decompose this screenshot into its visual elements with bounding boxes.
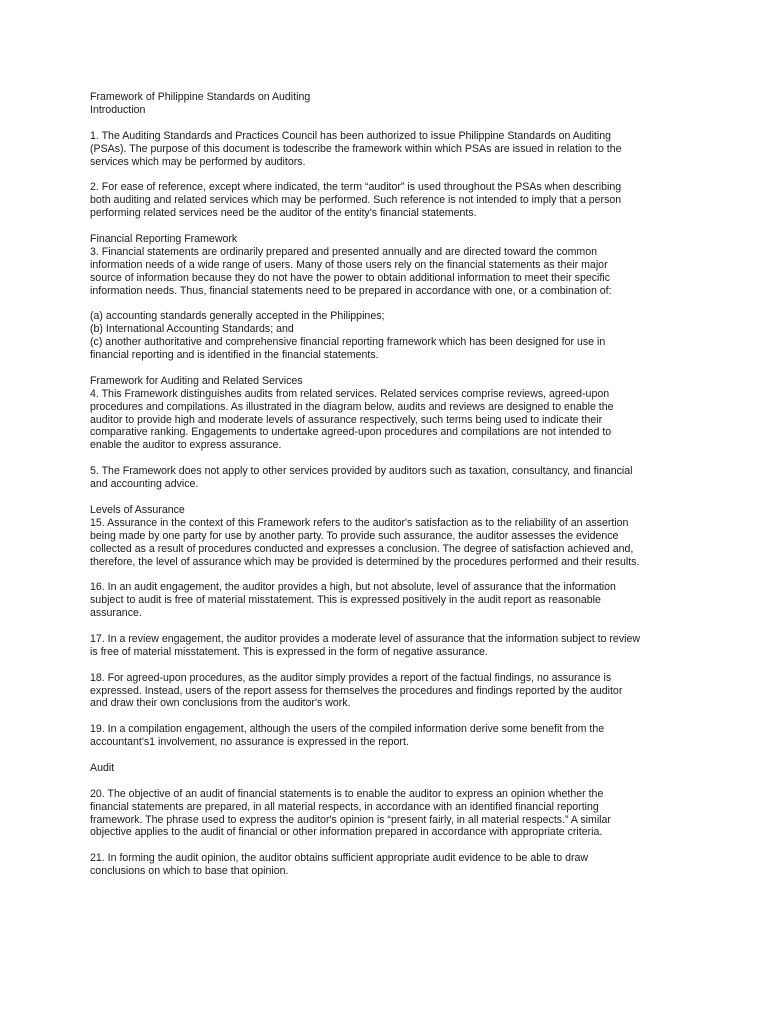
paragraph-19 — [90, 723, 680, 749]
text-line: enable the auditor to express assurance. — [90, 439, 282, 452]
text-line: information needs of a wide range of users. Many of those users rely on the financial statements as their major — [90, 258, 608, 271]
text-line: performing related services need be the auditor of the entity's financial statements. — [90, 207, 477, 220]
section-framework-for-auditing — [90, 375, 680, 452]
framework-list — [90, 310, 680, 362]
text-line: being made by one party for use by another party. To provide such assurance, the auditor assesses the evidence — [90, 529, 619, 542]
list-item: (c) another authoritative and comprehensive financial reporting framework which has been designed for use in — [90, 336, 606, 349]
text-line: 15. Assurance in the context of this Framework refers to the auditor's satisfaction as to the reliability of an assertion — [90, 516, 629, 529]
text-line: objective applies to the audit of financial or other information prepared in accordance with appropriate criteria. — [90, 826, 603, 839]
text-line: is free of material misstatement. This is expressed in the form of negative assurance. — [90, 645, 488, 658]
text-line: subject to audit is free of material misstatement. This is expressed positively in the audit report as reasonable — [90, 594, 601, 607]
document-page — [90, 91, 680, 891]
list-item: (b) International Accounting Standards; and — [90, 323, 294, 336]
text-line: comparative ranking. Engagements to undertake agreed-upon procedures and compilations are not intended to — [90, 426, 612, 439]
text-line: 19. In a compilation engagement, although the users of the compiled information derive some benefit from the — [90, 723, 605, 736]
text-line: framework. The phrase used to express the auditor's opinion is “present fairly, in all material respects.” A similar — [90, 813, 611, 826]
text-line: assurance. — [90, 607, 142, 620]
text-line: information needs. Thus, financial statements need to be prepared in accordance with one, or a combination of: — [90, 284, 612, 297]
section-levels-of-assurance — [90, 504, 680, 569]
list-item: financial reporting and is identified in the financial statements. — [90, 349, 379, 362]
text-line: (PSAs). The purpose of this document is todescribe the framework within which PSAs are issued in relation to the — [90, 142, 622, 155]
subtitle-line: Introduction — [90, 103, 146, 116]
paragraph-16 — [90, 581, 680, 620]
document-title — [90, 91, 680, 117]
paragraph-21 — [90, 852, 680, 878]
text-line: auditor to provide high and moderate levels of assurance respectively, such terms being used to indicate their — [90, 413, 603, 426]
text-line: conclusions on which to base that opinion. — [90, 865, 289, 878]
text-line: accountant's1 involvement, no assurance is expressed in the report. — [90, 736, 409, 749]
paragraph-1 — [90, 130, 680, 169]
text-line: procedures and compilations. As illustrated in the diagram below, audits and reviews are designed to enable the — [90, 400, 614, 413]
section-heading: Framework for Auditing and Related Services — [90, 374, 303, 387]
heading-audit — [90, 762, 680, 775]
section-heading: Levels of Assurance — [90, 503, 185, 516]
text-line: financial statements are prepared, in all material respects, in accordance with an identified financial reporting — [90, 800, 599, 813]
text-line: collected as a result of procedures conducted and expresses a conclusion. The degree of satisfaction achieved and, — [90, 542, 634, 555]
text-line: 18. For agreed-upon procedures, as the auditor simply provides a report of the factual findings, no assurance is — [90, 671, 612, 684]
text-line: source of information because they do not have the power to obtain additional information to meet their specific — [90, 271, 610, 284]
text-line: both auditing and related services which may be performed. Such reference is not intended to imply that a person — [90, 194, 622, 207]
text-line: 17. In a review engagement, the auditor provides a moderate level of assurance that the information subject to review — [90, 632, 641, 645]
paragraph-2 — [90, 181, 680, 220]
text-line: and draw their own conclusions from the auditor's work. — [90, 697, 351, 710]
text-line: 16. In an audit engagement, the auditor provides a high, but not absolute, level of assurance that the information — [90, 581, 616, 594]
text-line: 4. This Framework distinguishes audits from related services. Related services comprise reviews, agreed-upon — [90, 387, 610, 400]
text-line: 20. The objective of an audit of financial statements is to enable the auditor to express an opinion whether the — [90, 787, 604, 800]
text-line: 2. For ease of reference, except where indicated, the term “auditor” is used throughout the PSAs when describing — [90, 181, 622, 194]
section-heading: Audit — [90, 761, 115, 774]
section-heading: Financial Reporting Framework — [90, 232, 238, 245]
text-line: 3. Financial statements are ordinarily prepared and presented annually and are directed toward the common — [90, 245, 598, 258]
list-item: (a) accounting standards generally accepted in the Philippines; — [90, 310, 385, 323]
text-line: 21. In forming the audit opinion, the auditor obtains sufficient appropriate audit evidence to be able to draw — [90, 852, 589, 865]
text-line: services which may be performed by auditors. — [90, 155, 306, 168]
text-line: 1. The Auditing Standards and Practices Council has been authorized to issue Philippine Standards on Auditing — [90, 129, 612, 142]
paragraph-5 — [90, 465, 680, 491]
text-line: 5. The Framework does not apply to other services provided by auditors such as taxation, consultancy, and financial — [90, 465, 633, 478]
text-line: expressed. Instead, users of the report assess for themselves the procedures and findings reported by the auditor — [90, 684, 623, 697]
section-financial-reporting-framework — [90, 233, 680, 298]
paragraph-20 — [90, 788, 680, 840]
paragraph-18 — [90, 672, 680, 711]
text-line: and accounting advice. — [90, 478, 199, 491]
paragraph-17 — [90, 633, 680, 659]
text-line: therefore, the level of assurance which may be provided is determined by the procedures performed and their results. — [90, 555, 640, 568]
title-line: Framework of Philippine Standards on Auditing — [90, 91, 311, 103]
